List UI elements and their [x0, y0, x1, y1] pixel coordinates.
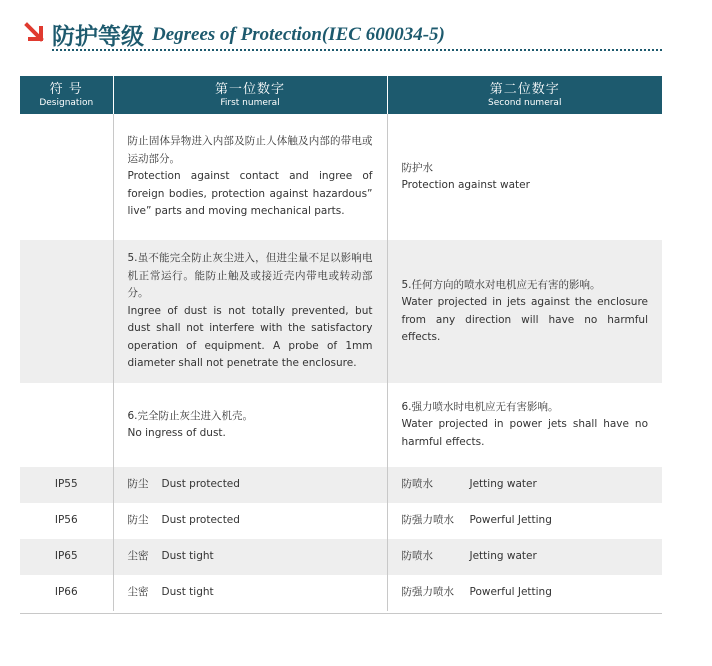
first-numeral-cell: 尘密 Dust tight: [113, 539, 387, 575]
first-numeral-cell: 防尘 Dust protected: [113, 467, 387, 503]
ip-code: IP66: [20, 575, 113, 611]
second-numeral-cell: 防强力喷水 Powerful Jetting: [401, 586, 552, 599]
designation-cell: [20, 240, 113, 383]
table-row: [20, 383, 662, 467]
title-divider: [52, 49, 662, 51]
ip-row: [20, 503, 662, 539]
table-row: [20, 240, 662, 383]
first-numeral-cell: 5.虽不能完全防止灰尘进入，但进尘量不足以影响电机正常运行。能防止触及或接近壳内带电或转动部分。 Ingree of dust is not totally prevented, but dust shall not interfere with the satisfactory operation of equipment. A probe of 1mm diameter shall not penetrate the enclosure.: [113, 240, 387, 383]
ip-row: [20, 467, 662, 503]
ip-row: [20, 575, 662, 611]
protection-table: [20, 76, 662, 611]
arrow-down-right-icon: [24, 22, 46, 44]
ip-row: [20, 539, 662, 575]
ip-code: IP55: [20, 467, 113, 503]
ip-code: IP65: [20, 539, 113, 575]
page-title-cn: 防护等级: [52, 24, 144, 50]
first-numeral-cell: 防止固体异物进入内部及防止人体触及内部的带电或运动部分。 Protection against contact and ingree of foreign bodies, protection against hazardous” live” parts and moving mechanical parts.: [113, 114, 387, 240]
designation-cell: [20, 383, 113, 467]
header-first-numeral: 第一位数字 First numeral: [113, 76, 387, 114]
page-title-en: Degrees of Protection(IEC 600034-5): [152, 24, 445, 45]
table-row: [20, 114, 662, 240]
second-numeral-cell: 防强力喷水 Powerful Jetting: [401, 514, 552, 527]
table-header-row: [20, 76, 662, 114]
header-second-numeral: 第二位数字 Second numeral: [387, 76, 662, 114]
first-numeral-cell: 6.完全防止灰尘进入机壳。 No ingress of dust.: [113, 383, 387, 467]
second-numeral-cell: 5.任何方向的喷水对电机应无有害的影响。 Water projected in jets against the enclosure from any direction will have no harmful effects.: [387, 240, 662, 383]
second-numeral-cell: 防喷水 Jetting water: [387, 467, 662, 503]
ip-code: IP56: [20, 503, 113, 539]
table-bottom-rule: [20, 613, 662, 614]
designation-cell: [20, 114, 113, 240]
second-numeral-cell: 防护水 Protection against water: [401, 161, 530, 191]
second-numeral-cell: 防喷水 Jetting water: [387, 539, 662, 575]
header-designation: 符 号 Designation: [20, 76, 113, 114]
first-numeral-cell: 尘密 Dust tight: [113, 575, 387, 611]
first-numeral-cell: 防尘 Dust protected: [113, 503, 387, 539]
page-title-bar: [22, 16, 662, 56]
second-numeral-cell: 6.强力喷水时电机应无有害影响。 Water projected in power jets shall have no harmful effects.: [401, 400, 648, 448]
